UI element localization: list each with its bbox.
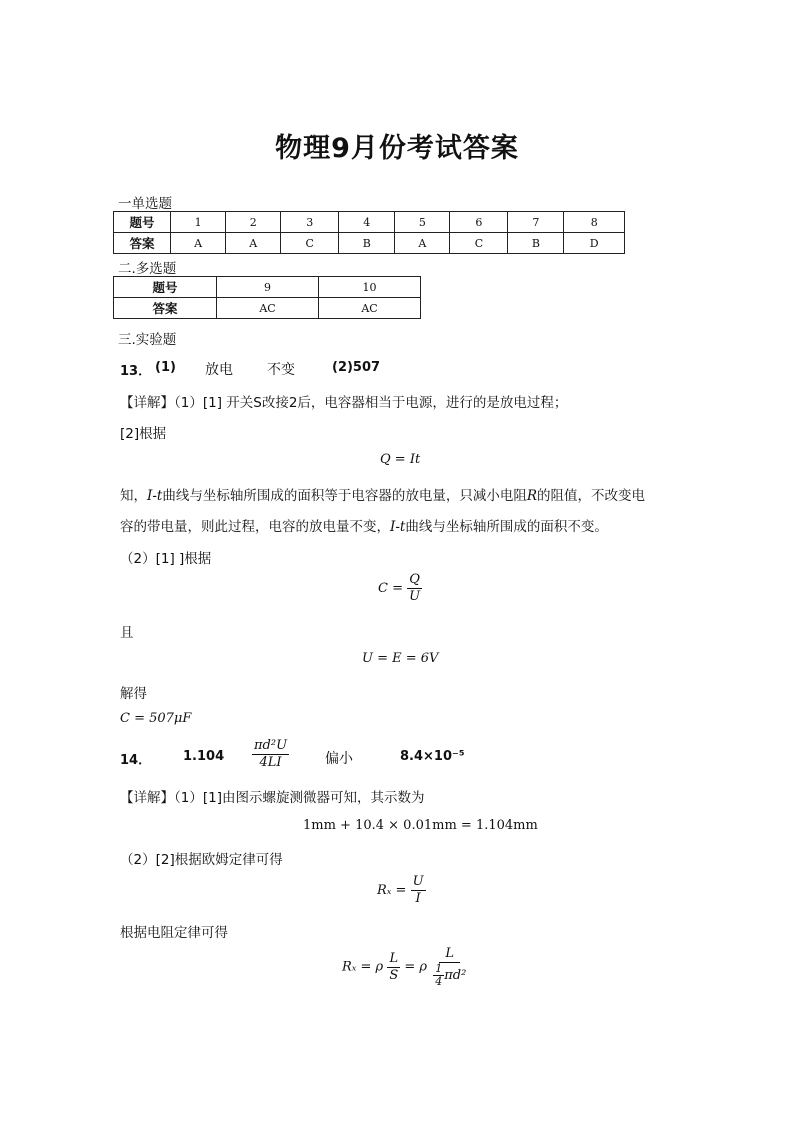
eq-left: Rₓ = ρ — [342, 959, 384, 975]
page-title: 物理9月份考试答案 — [275, 133, 519, 164]
denominator: 4 — [435, 975, 443, 988]
table-row — [114, 298, 421, 319]
table-cell: A — [226, 233, 281, 254]
table-cell: 1 — [171, 212, 226, 233]
table-cell: 8 — [564, 212, 625, 233]
table-cell: 7 — [508, 212, 564, 233]
q14-answer-1: 1.104 — [183, 749, 225, 764]
table-cell: 9 — [217, 277, 319, 298]
q14-law: 根据电阻定律可得 — [120, 925, 228, 941]
q14-equation-2 — [377, 874, 426, 907]
numerator: L — [439, 946, 460, 963]
numerator: 1 — [435, 962, 443, 975]
text: 曲线与坐标轴所围成的面积不变。 — [405, 519, 608, 535]
table-cell: B — [508, 233, 564, 254]
q13-and: 且 — [120, 625, 134, 641]
fraction — [387, 951, 400, 984]
fraction — [431, 946, 468, 988]
q13-answer-2: 不变 — [267, 362, 295, 378]
numerator: U — [412, 874, 424, 889]
table-cell: 2 — [226, 212, 281, 233]
eq-mid: = ρ — [404, 959, 428, 975]
row-header: 题号 — [114, 212, 171, 233]
numerator: πd²U — [254, 738, 288, 753]
text: 知， — [120, 488, 147, 504]
q13-solve: 解得 — [120, 686, 147, 702]
q13-answer-3: (2)507 — [332, 360, 381, 375]
table-cell: C — [281, 233, 339, 254]
table-cell: 5 — [395, 212, 450, 233]
fraction — [411, 874, 426, 907]
q13-answer-1: 放电 — [205, 362, 233, 378]
q13-result: C = 507μF — [120, 711, 192, 726]
table-row — [114, 233, 625, 254]
numerator: L — [389, 950, 399, 966]
table-cell: A — [395, 233, 450, 254]
q13-detail-2: [2]根据 — [120, 426, 167, 442]
text: 容的带电量，则此过程，电容的放电量不变， — [120, 519, 390, 535]
q14-answer-2 — [252, 738, 289, 771]
text: 曲线与坐标轴所围成的面积等于电容器的放电量，只减小电阻 — [162, 488, 527, 504]
math-text: R — [526, 488, 537, 504]
denominator: I — [415, 891, 421, 906]
q14-detail-1: 【详解】（1）[1]由图示螺旋测微器可知，其示数为 — [120, 790, 425, 806]
section-heading-single-choice: 一单选题 — [118, 196, 172, 212]
q13-equation-3: U = E = 6V — [362, 651, 439, 666]
q13-part1-label: (1) — [155, 360, 176, 375]
math-text: I-t — [147, 488, 163, 504]
denominator: S — [389, 967, 399, 983]
q13-detail-1: 【详解】（1）[1] 开关S改接2后，电容器相当于电源，进行的是放电过程； — [120, 395, 568, 411]
table-cell: C — [450, 233, 508, 254]
q14-answer-3: 偏小 — [325, 751, 353, 767]
single-choice-table — [113, 211, 625, 254]
fraction — [252, 738, 289, 771]
row-header: 答案 — [114, 233, 171, 254]
table-cell: 10 — [319, 277, 421, 298]
row-header: 题号 — [114, 277, 217, 298]
q13-paragraph-2 — [120, 515, 608, 535]
numerator: Q — [409, 572, 420, 587]
table-cell: 3 — [281, 212, 339, 233]
denominator: 4LI — [259, 755, 282, 770]
table-row — [114, 277, 421, 298]
table-cell: AC — [319, 298, 421, 319]
table-cell: AC — [217, 298, 319, 319]
section-heading-experiment: 三.实验题 — [118, 332, 177, 348]
denominator — [431, 963, 468, 988]
denominator: U — [409, 589, 421, 604]
math-text: I-t — [390, 519, 406, 535]
multi-choice-table — [113, 276, 421, 319]
section-heading-multi-choice: 二.多选题 — [118, 261, 177, 277]
table-cell: D — [564, 233, 625, 254]
row-header: 答案 — [114, 298, 217, 319]
inner-fraction — [433, 963, 444, 988]
table-cell: B — [339, 233, 395, 254]
q13-part2: （2）[1] ]根据 — [120, 551, 212, 567]
q13-equation-2 — [378, 572, 422, 605]
eq-left: Rₓ = — [377, 883, 407, 898]
table-cell: 4 — [339, 212, 395, 233]
q14-answer-4: 8.4×10⁻⁵ — [400, 749, 465, 764]
q13-equation-1: Q = It — [380, 452, 421, 467]
table-cell: A — [171, 233, 226, 254]
q14-number: 14． — [120, 753, 152, 768]
table-row — [114, 212, 625, 233]
q14-part2: （2）[2]根据欧姆定律可得 — [120, 852, 283, 868]
q13-paragraph-1 — [120, 484, 645, 504]
fraction — [407, 572, 422, 605]
denominator-term: πd² — [444, 967, 467, 983]
q14-equation-3 — [342, 946, 468, 988]
text: 的阻值，不改变电 — [537, 488, 645, 504]
q14-equation-1: 1mm + 10.4 × 0.01mm = 1.104mm — [303, 818, 538, 833]
table-cell: 6 — [450, 212, 508, 233]
eq-left: C = — [378, 581, 403, 596]
q13-number: 13． — [120, 364, 152, 379]
